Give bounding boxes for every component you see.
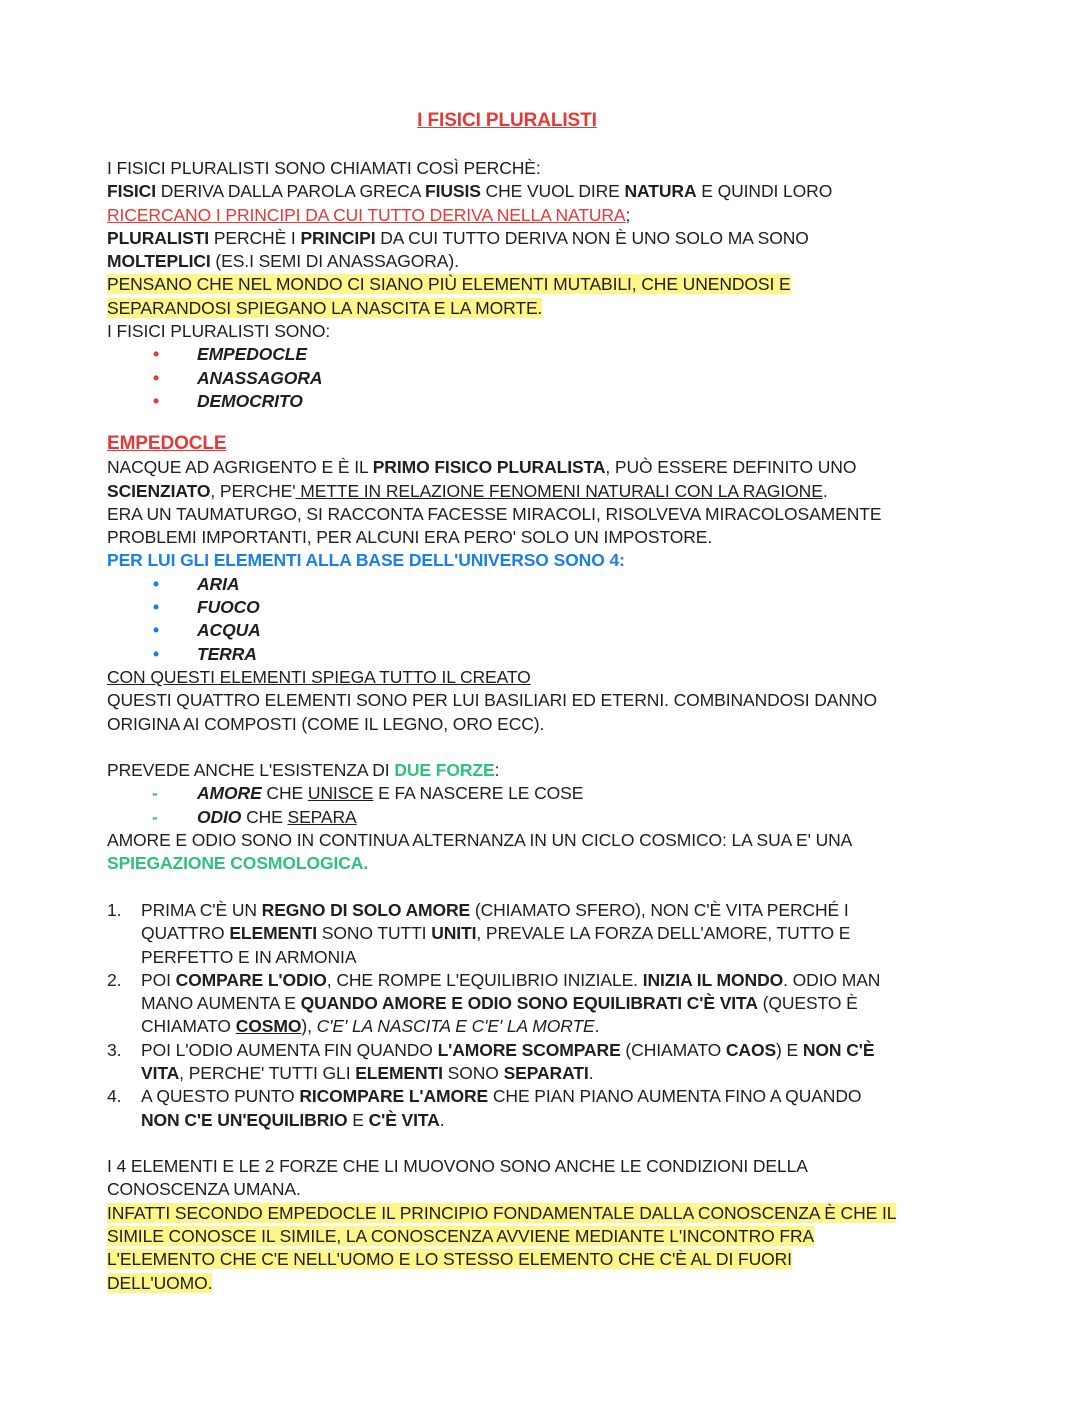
text-run: REGNO DI SOLO AMORE	[261, 899, 471, 920]
text-run: ODIO	[197, 806, 242, 827]
text-run: ),	[301, 1016, 317, 1037]
text-run: PERCHÈ I	[209, 227, 301, 248]
cosmology-label: SPIEGAZIONE COSMOLOGICA.	[107, 853, 369, 874]
definition-text: RICERCANO I PRINCIPI DA CUI TUTTO DERIVA NELLA NATURA	[107, 204, 626, 225]
text-run: A QUESTO PUNTO	[141, 1086, 300, 1107]
text-run: PLURALISTI	[107, 227, 210, 248]
step-line	[141, 922, 987, 945]
list-item	[107, 782, 987, 805]
text-run: C'È VITA	[368, 1109, 440, 1130]
text-run: UNITI	[431, 923, 477, 944]
bullet-icon: •	[153, 367, 160, 388]
highlight-text: DELL'UOMO.	[107, 1272, 213, 1293]
cycle-step	[107, 1085, 987, 1132]
text-run: NATURA	[624, 181, 697, 202]
empedocle-line: QUESTI QUATTRO ELEMENTI SONO PER LUI BASILIARI ED ETERNI. COMBINANDOSI DANNO	[107, 690, 877, 711]
text-run: .	[588, 1062, 594, 1083]
section-heading-empedocle: EMPEDOCLE	[107, 433, 227, 455]
text-run: FIUSIS	[425, 181, 481, 202]
text-run: E	[347, 1109, 369, 1130]
text-run: INIZIA IL MONDO	[642, 969, 784, 990]
empedocle-line: ORIGINA AI COMPOSTI (COME IL LEGNO, ORO ECC).	[107, 713, 545, 734]
text-run: (CHIAMATO	[620, 1039, 726, 1060]
cycle-step	[107, 899, 987, 969]
text-run: VITA	[141, 1062, 180, 1083]
forces-pre: PREVEDE ANCHE L'ESISTENZA DI	[107, 760, 395, 781]
text-run: E QUINDI LORO	[696, 181, 833, 202]
intro-pluralisti-line	[107, 227, 987, 250]
intro-line: I FISICI PLURALISTI SONO CHIAMATI COSÌ PERCHÈ:	[107, 158, 541, 178]
text-run: .	[822, 480, 828, 501]
list-item	[107, 367, 987, 390]
spacer	[107, 736, 987, 759]
text-run: QUATTRO	[141, 923, 230, 944]
text-run: MOLTEPLICI	[107, 251, 211, 272]
step-line	[141, 946, 987, 969]
step-number: 3.	[107, 1039, 122, 1060]
text-run: ) E	[776, 1039, 803, 1060]
highlight-line	[107, 273, 987, 296]
elements-intro: PER LUI GLI ELEMENTI ALLA BASE DELL'UNIVERSO SONO 4:	[107, 550, 625, 571]
empedocle-line: CON QUESTI ELEMENTI SPIEGA TUTTO IL CREATO	[107, 666, 531, 687]
text-run: COSMO	[235, 1016, 302, 1037]
philosopher-name: ANASSAGORA	[197, 367, 323, 388]
text-run: CHE PIAN PIANO AUMENTA FINO A QUANDO	[488, 1086, 862, 1107]
list-item	[107, 643, 987, 666]
text-run: ELEMENTI	[355, 1062, 443, 1083]
list-item	[107, 343, 987, 366]
step-line	[141, 992, 987, 1015]
element-name: ARIA	[197, 573, 240, 594]
closing-line: I 4 ELEMENTI E LE 2 FORZE CHE LI MUOVONO SONO ANCHE LE CONDIZIONI DELLA	[107, 1156, 808, 1177]
step-number: 1.	[107, 899, 122, 920]
empedocle-line: AMORE E ODIO SONO IN CONTINUA ALTERNANZA IN UN CICLO COSMICO: LA SUA E' UNA	[107, 830, 853, 851]
force-text	[197, 783, 583, 803]
text-run: DA CUI TUTTO DERIVA NON È UNO SOLO MA SONO	[375, 227, 809, 248]
philosopher-name: DEMOCRITO	[197, 390, 303, 411]
text-run: DERIVA DALLA PAROLA GRECA	[156, 181, 425, 202]
highlight-line	[107, 1225, 987, 1248]
text-run: (ES.I SEMI DI ANASSAGORA).	[210, 251, 459, 272]
text-run: CAOS	[725, 1039, 777, 1060]
text-run: SONO	[442, 1062, 504, 1083]
force-text	[197, 807, 357, 827]
forces-intro	[107, 759, 987, 782]
text-run: .	[439, 1109, 445, 1130]
list-item	[107, 806, 987, 829]
list-item	[107, 596, 987, 619]
text-run: FISICI	[107, 181, 156, 202]
text-run: MANO AUMENTA E	[141, 993, 301, 1014]
step-number: 2.	[107, 969, 122, 990]
text-run: (QUESTO È	[757, 993, 858, 1014]
text-run: L'AMORE SCOMPARE	[437, 1039, 621, 1060]
bullet-icon: •	[153, 620, 160, 641]
forces-post: :	[494, 760, 500, 781]
text-run: NON C'E UN'EQUILIBRIO	[141, 1109, 348, 1130]
list-item	[107, 573, 987, 596]
bullet-icon: •	[153, 390, 160, 411]
text-run: .	[594, 1016, 600, 1037]
element-name: FUOCO	[197, 597, 260, 618]
text-run: PERFETTO E IN ARMONIA	[141, 946, 357, 967]
forces-list	[107, 782, 987, 829]
text-run: PRIMA C'È UN	[141, 899, 262, 920]
text-run: POI	[141, 969, 176, 990]
intro-definition-line	[107, 204, 987, 227]
empedocle-line	[107, 480, 987, 503]
text-run: NACQUE AD AGRIGENTO E È IL	[107, 457, 373, 478]
bullet-icon: •	[153, 643, 160, 664]
text-run: , CHE ROMPE L'EQUILIBRIO INIZIALE.	[326, 969, 643, 990]
document-page	[107, 108, 987, 1295]
text-run: CHE VUOL DIRE	[480, 181, 625, 202]
bullet-icon: •	[153, 597, 160, 618]
empedocle-line: ERA UN TAUMATURGO, SI RACCONTA FACESSE MIRACOLI, RISOLVEVA MIRACOLOSAMENTE	[107, 503, 882, 524]
list-item	[107, 390, 987, 413]
text-run: SEPARATI	[503, 1062, 589, 1083]
highlight-line	[107, 297, 987, 320]
empedocle-line: PROBLEMI IMPORTANTI, PER ALCUNI ERA PERO' SOLO UN IMPOSTORE.	[107, 527, 713, 548]
philosophers-intro: I FISICI PLURALISTI SONO:	[107, 321, 331, 342]
text-run: CHE	[241, 806, 288, 827]
list-item	[107, 619, 987, 642]
highlight-line	[107, 1248, 987, 1271]
text-run: AMORE	[197, 783, 262, 804]
text-run: PRIMO FISICO PLURALISTA	[372, 457, 606, 478]
text-run: E FA NASCERE LE COSE	[373, 783, 584, 804]
closing-line: CONOSCENZA UMANA.	[107, 1179, 301, 1200]
text-run: SONO TUTTI	[317, 923, 432, 944]
philosopher-name: EMPEDOCLE	[197, 344, 307, 365]
highlight-text: L'ELEMENTO CHE C'E NELL'UOMO E LO STESSO ELEMENTO CHE C'È AL DI FUORI	[107, 1249, 792, 1270]
highlight-text: PENSANO CHE NEL MONDO CI SIANO PIÙ ELEMENTI MUTABILI, CHE UNENDOSI E	[107, 274, 791, 295]
text-run: PRINCIPI	[300, 227, 376, 248]
dash-icon: -	[152, 806, 158, 827]
step-line	[141, 1062, 987, 1085]
text-run: SEPARA	[287, 806, 357, 827]
text-run: , PREVALE LA FORZA DELL'AMORE, TUTTO E	[476, 923, 851, 944]
text-run: UNISCE	[307, 783, 374, 804]
spacer	[107, 1132, 987, 1155]
page-title: I FISICI PLURALISTI	[417, 110, 597, 131]
text-run: (CHIAMATO SFERO), NON C'È VITA PERCHÉ I	[470, 899, 849, 920]
element-name: ACQUA	[197, 620, 261, 641]
highlight-line	[107, 1202, 987, 1225]
intro-fisici-line	[107, 180, 987, 203]
dash-icon: -	[152, 783, 158, 804]
step-line	[141, 1109, 987, 1132]
cycle-steps-list	[107, 899, 987, 1132]
step-line	[141, 1085, 987, 1108]
definition-end: ;	[625, 204, 631, 225]
text-run: QUANDO AMORE E ODIO SONO EQUILIBRATI C'È VITA	[300, 993, 758, 1014]
text-run: SCIENZIATO	[107, 480, 211, 501]
intro-molteplici-line	[107, 250, 987, 273]
bullet-icon: •	[153, 344, 160, 365]
step-number: 4.	[107, 1086, 122, 1107]
step-line	[141, 1015, 987, 1038]
text-run: COMPARE L'ODIO	[175, 969, 327, 990]
text-run: , PERCHE' TUTTI GLI	[179, 1062, 356, 1083]
text-run: METTE IN RELAZIONE FENOMENI NATURALI CON LA RAGIONE	[295, 480, 823, 501]
highlight-text: INFATTI SECONDO EMPEDOCLE IL PRINCIPIO FONDAMENTALE DALLA CONOSCENZA È CHE IL	[107, 1202, 897, 1223]
highlight-text: SIMILE CONOSCE IL SIMILE, LA CONOSCENZA AVVIENE MEDIANTE L'INCONTRO FRA	[107, 1226, 815, 1247]
text-run: POI L'ODIO AUMENTA FIN QUANDO	[141, 1039, 438, 1060]
text-run: C'E' LA NASCITA E C'E' LA MORTE	[316, 1016, 595, 1037]
element-name: TERRA	[197, 643, 257, 664]
text-run: CHE	[261, 783, 308, 804]
spacer	[107, 876, 987, 899]
bullet-icon: •	[153, 573, 160, 594]
text-run: CHIAMATO	[141, 1016, 236, 1037]
highlight-line	[107, 1272, 987, 1295]
empedocle-line	[107, 456, 987, 479]
text-run: RICOMPARE L'AMORE	[299, 1086, 489, 1107]
cycle-step	[107, 1039, 987, 1086]
cycle-step	[107, 969, 987, 1039]
text-run: , PERCHE'	[210, 480, 296, 501]
step-line	[141, 1039, 987, 1062]
highlight-text: SEPARANDOSI SPIEGANO LA NASCITA E LA MORTE.	[107, 297, 543, 318]
text-run: . ODIO MAN	[783, 969, 881, 990]
forces-highlight: DUE FORZE	[394, 760, 495, 781]
text-run: ELEMENTI	[229, 923, 318, 944]
text-run: , PUÒ ESSERE DEFINITO UNO	[605, 457, 857, 478]
step-line	[141, 899, 987, 922]
step-line	[141, 969, 987, 992]
philosophers-list	[107, 343, 987, 413]
text-run: NON C'È	[802, 1039, 875, 1060]
elements-list	[107, 573, 987, 666]
